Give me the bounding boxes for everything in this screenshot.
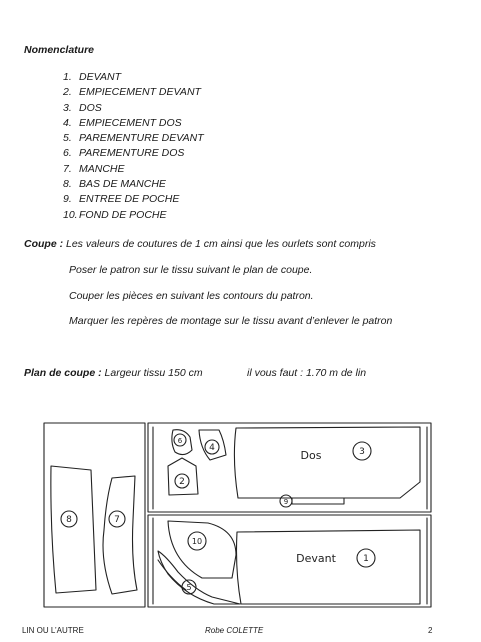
item-label: ENTREE DE POCHE	[79, 193, 180, 206]
piece-7-outline	[103, 476, 137, 594]
item-number: 8.	[63, 178, 72, 191]
piece-7-number: 7	[114, 515, 120, 525]
item-label: PAREMENTURE DOS	[79, 147, 185, 160]
piece-1-number: 1	[363, 554, 369, 564]
instruction-line: Marquer les repères de montage sur le tissu avant d’enlever le patron	[69, 315, 393, 327]
piece-3-number: 3	[359, 447, 365, 457]
piece-9-outline	[292, 498, 344, 504]
piece-8-number: 8	[66, 515, 72, 525]
item-number: 7.	[63, 162, 72, 175]
item-label: DEVANT	[79, 71, 122, 83]
piece-10-number: 10	[191, 537, 203, 546]
coupe-label: Coupe :	[24, 238, 64, 250]
item-number: 4.	[63, 116, 72, 129]
nomenclature-title: Nomenclature	[24, 44, 95, 56]
plan-label: Plan de coupe :	[24, 367, 102, 379]
item-label: DOS	[79, 101, 102, 114]
item-label: PAREMENTURE DEVANT	[79, 132, 204, 145]
item-number: 5.	[63, 132, 72, 145]
piece-3-dos-outline	[234, 427, 420, 498]
page-number: 2	[428, 626, 433, 635]
piece-6-number: 6	[177, 437, 183, 445]
piece-5-number: 5	[186, 583, 192, 592]
item-label: FOND DE POCHE	[79, 208, 167, 221]
piece-8-outline	[51, 466, 96, 593]
piece-9-number: 9	[283, 498, 289, 506]
devant-label: Devant	[296, 552, 336, 565]
plan-width: Largeur tissu 150 cm	[104, 367, 203, 379]
item-number: 10.	[63, 208, 78, 221]
item-number: 3.	[63, 101, 72, 114]
instruction-line: Poser le patron sur le tissu suivant le plan de coupe.	[69, 264, 313, 276]
item-label: MANCHE	[79, 162, 125, 175]
piece-10-outline	[168, 521, 236, 578]
item-number: 2.	[63, 86, 72, 99]
item-label: EMPIECEMENT DOS	[79, 116, 182, 129]
coupe-seam-text: Les valeurs de coutures de 1 cm ainsi que les ourlets sont compris	[66, 238, 376, 250]
item-number: 1.	[63, 71, 72, 83]
item-number: 9.	[63, 193, 72, 206]
piece-4-number: 4	[209, 443, 215, 453]
fabric-panel-left	[44, 423, 145, 607]
item-number: 6.	[63, 147, 72, 160]
footer-model: Robe COLETTE	[205, 626, 264, 635]
dos-label: Dos	[300, 449, 322, 462]
piece-1-devant-outline	[237, 530, 421, 604]
item-label: BAS DE MANCHE	[79, 178, 166, 191]
plan-fabric-needed: il vous faut : 1.70 m de lin	[247, 367, 367, 379]
footer-brand: LIN OU L’AUTRE	[22, 626, 84, 635]
fabric-panel-top	[148, 423, 431, 512]
instruction-line: Couper les pièces en suivant les contours du patron.	[69, 290, 314, 302]
item-label: EMPIECEMENT DEVANT	[79, 86, 201, 99]
piece-2-number: 2	[179, 477, 185, 487]
